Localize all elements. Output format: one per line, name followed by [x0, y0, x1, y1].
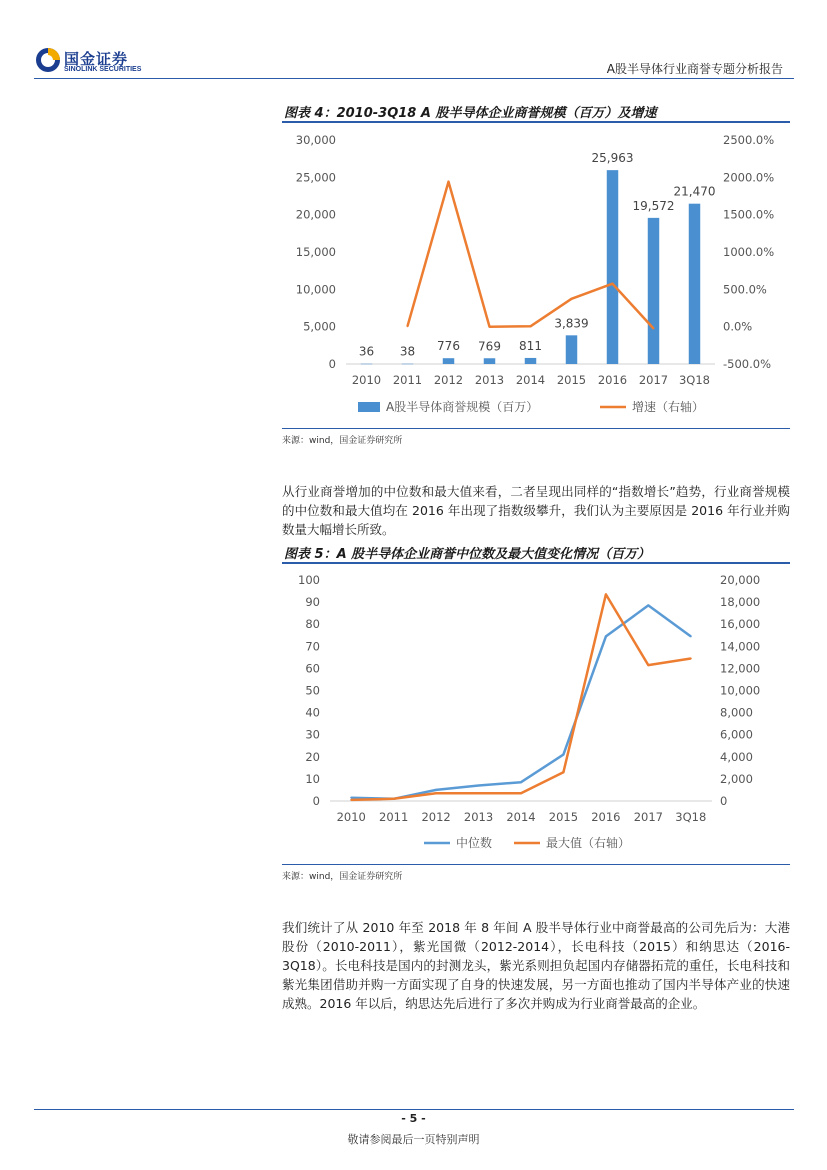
fig4-right-tick-label: 2500.0%: [723, 133, 775, 147]
figure5-bottom-rule: [282, 864, 790, 865]
fig4-category-label: 3Q18: [678, 373, 711, 387]
fig4-bar: [648, 218, 659, 364]
footer-divider: [34, 1109, 794, 1110]
fig5-series-point-0: [605, 635, 607, 637]
fig4-series-point-1: [653, 328, 655, 330]
fig4-legend-swatch: [358, 402, 380, 412]
fig4-right-tick-label: 1500.0%: [723, 207, 775, 222]
fig4-right-tick-label: 500.0%: [723, 282, 767, 297]
fig4-category-label: 2014: [515, 373, 546, 387]
fig5-series-point-1: [562, 771, 564, 773]
figure4-source: 来源：wind，国金证券研究所: [282, 436, 403, 446]
figure5-top-rule: [282, 562, 790, 564]
fig4-bar: [443, 358, 454, 364]
fig5-category-label: 3Q18: [675, 810, 707, 824]
figure4-bottom-rule: [282, 428, 790, 429]
fig4-category-label: 2012: [433, 373, 464, 387]
fig5-series-point-1: [605, 593, 607, 595]
fig4-bar: [484, 358, 495, 364]
fig5-left-tick-label: 80: [305, 617, 320, 632]
fig4-series-point-1: [530, 325, 532, 327]
fig4-bar-data-label: 769: [478, 339, 501, 354]
fig5-left-tick-label: 90: [305, 595, 320, 610]
fig4-series-point-1: [612, 283, 614, 285]
fig5-series-point-0: [562, 754, 564, 756]
fig5-series-point-1: [435, 792, 437, 794]
fig5-series-point-0: [690, 635, 692, 637]
fig5-legend-label: 最大值（右轴）: [546, 836, 631, 850]
fig4-left-tick-label: 25,000: [295, 170, 336, 185]
fig4-bar-data-label: 25,963: [591, 151, 634, 166]
fig4-bar-data-label: 36: [358, 344, 375, 359]
fig5-left-tick-label: 20: [305, 749, 320, 764]
figure4-chart: [282, 124, 790, 428]
fig5-series-line-1: [351, 594, 691, 800]
fig5-series-point-0: [520, 781, 522, 783]
fig4-bar-data-label: 776: [437, 339, 460, 354]
fig5-left-tick-label: 10: [305, 771, 320, 786]
fig4-bar: [689, 204, 700, 364]
fig5-category-label: 2017: [633, 810, 663, 824]
fig5-left-tick-label: 0: [312, 794, 320, 808]
logo-text-cn: 国金证券: [64, 50, 129, 68]
fig5-category-label: 2016: [591, 810, 621, 824]
fig4-series-point-1: [489, 326, 491, 328]
fig4-category-label: 2015: [556, 373, 587, 387]
fig4-bar: [402, 364, 413, 365]
figure5-title: 图表 5：A 股半导体企业商誉中位数及最大值变化情况（百万）: [284, 547, 651, 562]
fig5-series-point-1: [690, 657, 692, 659]
figure5-source: 来源：wind，国金证券研究所: [282, 872, 403, 882]
fig4-bar-data-label: 19,572: [632, 198, 675, 213]
fig5-series-line-0: [351, 605, 691, 798]
figure4-title: 图表 4：2010-3Q18 A 股半导体企业商誉规模（百万）及增速: [284, 106, 657, 121]
fig4-legend-label: A股半导体商誉规模（百万）: [386, 400, 539, 414]
fig5-left-tick-label: 30: [305, 727, 320, 742]
fig4-right-tick-label: 1000.0%: [723, 245, 775, 259]
fig5-left-tick-label: 50: [305, 683, 320, 698]
fig4-category-label: 2013: [474, 373, 505, 387]
fig5-right-tick-label: 18,000: [720, 595, 761, 610]
figure5-chart: [282, 565, 790, 864]
fig4-bar-data-label: 3,839: [554, 316, 589, 331]
fig5-category-label: 2010: [336, 810, 366, 824]
fig5-left-tick-label: 40: [305, 705, 320, 720]
fig4-category-label: 2010: [351, 373, 382, 387]
fig5-category-label: 2011: [379, 810, 409, 824]
fig4-left-tick-label: 10,000: [295, 282, 336, 297]
fig5-right-tick-label: 0: [720, 794, 728, 808]
fig4-bar-data-label: 38: [399, 344, 416, 359]
fig4-bar: [361, 364, 372, 365]
fig4-series-point-1: [571, 298, 573, 300]
fig4-category-label: 2017: [638, 373, 669, 387]
fig5-series-point-0: [647, 604, 649, 606]
fig5-series-point-1: [478, 792, 480, 794]
logo-text-en: SINOLINK SECURITIES: [64, 66, 142, 73]
fig4-right-tick-label: 0.0%: [723, 319, 753, 334]
fig5-right-tick-label: 8,000: [720, 705, 753, 720]
fig4-bar: [566, 335, 577, 364]
fig5-category-label: 2015: [548, 810, 579, 824]
fig4-left-tick-label: 15,000: [295, 245, 336, 259]
fig5-category-label: 2013: [463, 810, 494, 824]
fig5-right-tick-label: 20,000: [720, 573, 761, 587]
fig5-left-tick-label: 100: [298, 573, 320, 587]
paragraph-2: 我们统计了从 2010 年至 2018 年 8 年间 A 股半导体行业中商誉最高的公司先后为：大港股份（2010-2011），紫光国微（2012-2014），长电科技（2015）和纳思达（2016-3Q18）。长电科技是国内的封测龙头，紫光系则担负起国内存储器拓荒的重任，长电科技和紫光集团借助并购一方面实现了自身的快速发展，另一方面也推动了国内半导体产业的快速成熟。2016 年以后，纳思达先后进行了多次并购成为行业商誉最高的企业。: [282, 920, 790, 1011]
footer-disclaimer: 敬请参阅最后一页特别声明: [347, 1133, 480, 1146]
fig5-right-tick-label: 16,000: [720, 617, 761, 632]
fig5-series-point-0: [350, 797, 352, 799]
fig5-series-point-0: [435, 789, 437, 791]
fig4-legend-label: 增速（右轴）: [632, 400, 705, 414]
fig4-right-tick-label: -500.0%: [723, 357, 771, 371]
fig4-left-tick-label: 30,000: [295, 133, 336, 147]
fig5-legend-label: 中位数: [456, 836, 493, 850]
paragraph-1: 从行业商誉增加的中位数和最大值来看，二者呈现出同样的“指数增长”趋势，行业商誉规模的中位数和最大值均在 2016 年出现了指数级攀升，我们认为主要原因是 2016 年行业并购数量大幅增长所致。: [282, 484, 790, 537]
fig4-category-label: 2016: [597, 373, 628, 387]
fig5-right-tick-label: 4,000: [720, 749, 753, 764]
fig5-category-label: 2012: [421, 810, 451, 824]
fig4-series-point-1: [448, 181, 450, 183]
fig4-right-tick-label: 2000.0%: [723, 170, 775, 185]
fig4-bar: [607, 170, 618, 364]
fig5-series-point-1: [350, 799, 352, 801]
fig4-left-tick-label: 20,000: [295, 207, 336, 222]
fig5-series-point-1: [393, 798, 395, 800]
company-logo: [34, 46, 154, 80]
fig4-left-tick-label: 0: [328, 357, 336, 371]
fig4-bar-data-label: 811: [519, 338, 542, 353]
fig5-right-tick-label: 12,000: [720, 661, 761, 676]
fig5-series-point-1: [647, 664, 649, 666]
fig5-right-tick-label: 14,000: [720, 639, 761, 654]
fig5-left-tick-label: 70: [305, 639, 320, 654]
fig5-right-tick-label: 6,000: [720, 727, 753, 742]
fig5-left-tick-label: 60: [305, 661, 320, 676]
fig5-right-tick-label: 10,000: [720, 683, 761, 698]
report-title: A股半导体行业商誉专题分析报告: [606, 62, 783, 76]
fig4-bar-data-label: 21,470: [673, 184, 716, 199]
fig4-series-point-1: [407, 325, 409, 327]
logo-mark-icon: [34, 46, 62, 74]
page-number: - 5 -: [401, 1112, 426, 1125]
fig4-left-tick-label: 5,000: [303, 319, 336, 334]
fig4-category-label: 2011: [392, 373, 423, 387]
header-divider: [34, 78, 794, 79]
fig5-right-tick-label: 2,000: [720, 771, 753, 786]
fig4-bar: [525, 358, 536, 364]
fig5-category-label: 2014: [506, 810, 536, 824]
figure4-top-rule: [282, 121, 790, 123]
fig5-series-point-1: [520, 792, 522, 794]
fig5-series-point-0: [478, 785, 480, 787]
